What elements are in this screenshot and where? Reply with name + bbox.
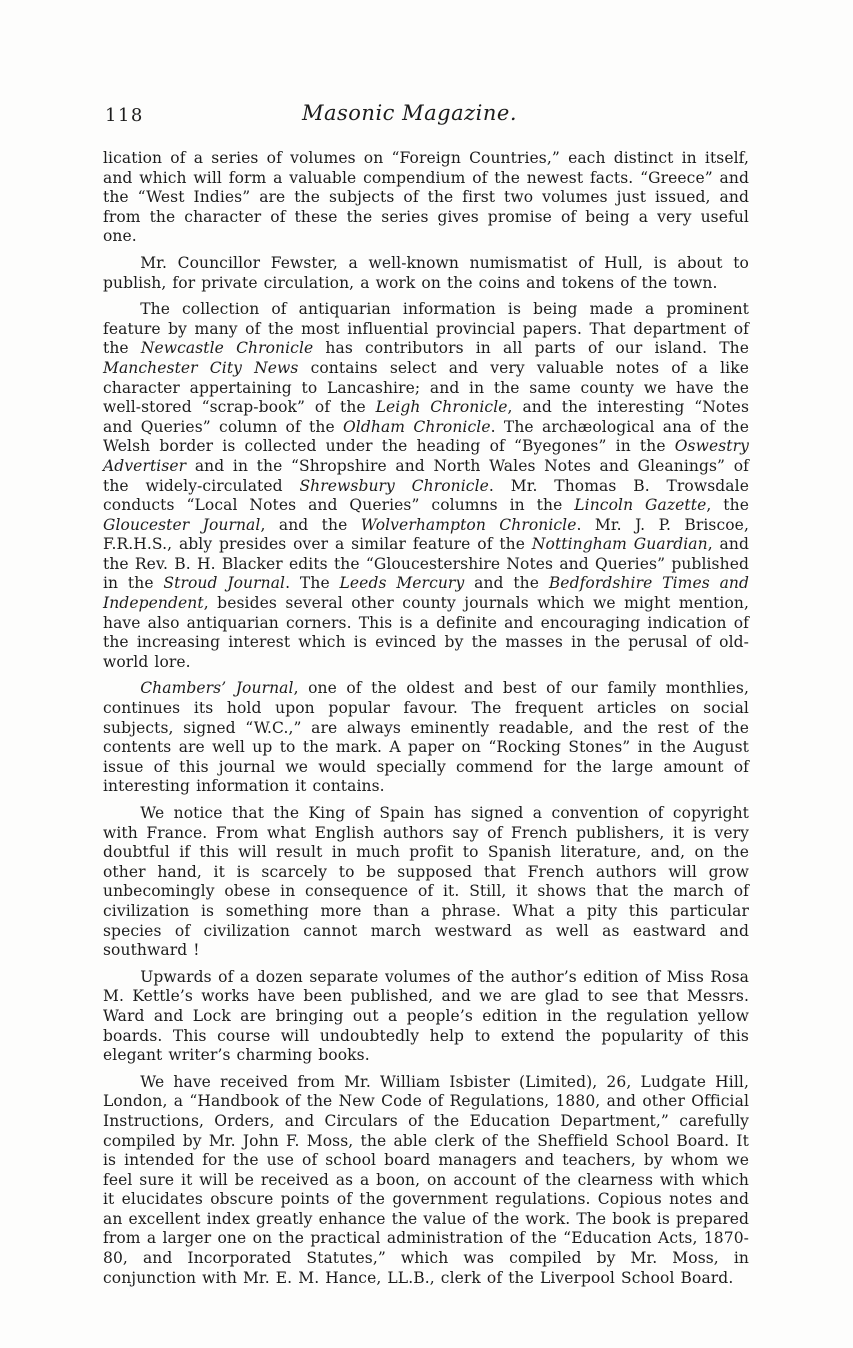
paragraph bbox=[103, 149, 749, 247]
text-run: The collection of antiquarian information is being made a prominent feature by many of the most influential provincial papers. That department of the bbox=[103, 300, 749, 358]
text-run: We notice that the King of Spain has signed a convention of copyright with France. From what English authors say of French publishers, it is very doubtful if this will result in much profit to Spanish literature, and, on the other hand, it is scarcely to be supposed that French authors will grow unbecomingly obese in consequence of it. Still, it shows that the march of civilization is something more than a phrase. What a pity this particular species of civilization cannot march westward as well as eastward and southward ! bbox=[103, 804, 749, 960]
text-run: , and the interesting “Notes and Queries” column of the bbox=[103, 398, 750, 436]
page-number: 118 bbox=[105, 105, 144, 126]
text-run: , and the bbox=[260, 515, 361, 534]
text-run: lication of a series of volumes on “Foreign Countries,” each distinct in itself, and which will form a valuable compendium of the newest facts. “Greece” and the “West Indies” are the subjects of the first two volumes just issued, and from the character of these the series gives promise of being a very useful one. bbox=[103, 149, 749, 246]
publication-name: Newcastle Chronicle bbox=[140, 339, 314, 358]
paragraph bbox=[103, 804, 749, 961]
text-run: , and the Rev. B. H. Blacker edits the “Gloucestershire Notes and Queries” published in the bbox=[103, 535, 750, 593]
text-run: We have received from Mr. William Isbister (Limited), 26, Ludgate Hill, London, a “Handbook of the New Code of Regulations, 1880, and other Official Instructions, Orders, and Circulars of the Education Department,” carefully compiled by Mr. John F. Moss, the able clerk of the Sheffield School Board. It is intended for the use of school board managers and teachers, by whom we feel sure it will be received as a boon, on account of the clearness with which it elucidates obscure points of the government regulations. Copious notes and an excellent index greatly enhance the value of the work. The book is prepared from a larger one on the practical administration of the “Education Acts, 1870-80, and Incorporated Statutes,” which was compiled by Mr. Moss, in conjunction with Mr. E. M. Hance, LL.B., clerk of the Liverpool School Board. bbox=[103, 1072, 749, 1287]
publication-name: Manchester City News bbox=[103, 358, 299, 377]
text-run: . Mr. Thomas B. Trowsdale conducts “Local Notes and Queries” columns in the bbox=[103, 476, 749, 515]
publication-name: Shrewsbury Chronicle bbox=[299, 476, 489, 495]
text-run: . Mr. J. P. Briscoe, F.R.H.S., ably presides over a similar feature of the bbox=[103, 515, 749, 554]
text-run: has contributors in all parts of our island. The bbox=[313, 339, 750, 358]
text-run: Upwards of a dozen separate volumes of the author’s edition of Miss Rosa M. Kettle’s works have been published, and we are glad to see that Messrs. Ward and Lock are bringing out a people’s edition in the regulation yellow boards. This course will undoubtedly help to extend the popularity of this elegant writer’s charming books. bbox=[103, 967, 749, 1065]
text-run: and in the “Shropshire and North Wales Notes and Gleanings” of the widely-circulated bbox=[103, 456, 749, 495]
publication-name: Nottingham Guardian bbox=[531, 535, 708, 554]
publication-name: Bedfordshire Times and Independent bbox=[103, 574, 750, 613]
publication-name: Leigh Chronicle bbox=[375, 398, 508, 417]
publication-name: Oswestry Advertiser bbox=[103, 437, 749, 475]
paragraph bbox=[103, 300, 749, 672]
publication-name: Wolverhampton Chronicle bbox=[360, 515, 577, 534]
paragraph bbox=[103, 1073, 749, 1289]
page-body bbox=[103, 149, 749, 1295]
text-run: and the bbox=[464, 574, 549, 593]
text-run: . The bbox=[285, 574, 340, 593]
publication-name: Leeds Mercury bbox=[339, 574, 465, 593]
page-title: Masonic Magazine. bbox=[301, 101, 517, 125]
page-header bbox=[103, 101, 746, 131]
text-run: . The archæological ana of the Welsh border is collected under the heading of “Byegones” in the bbox=[103, 417, 749, 456]
text-run: , one of the oldest and best of our family monthlies, continues its hold upon popular favour. The frequent articles on social subjects, signed “W.C.,” are always eminently readable, and the rest of the contents are well up to the mark. A paper on “Rocking Stones” in the August issue of this journal we would specially commend for the large amount of interesting information it contains. bbox=[103, 679, 749, 796]
publication-name: Gloucester Journal bbox=[103, 515, 261, 534]
text-run: , the bbox=[706, 496, 749, 515]
publication-name: Lincoln Gazette bbox=[574, 496, 707, 515]
publication-name: Chambers’ Journal bbox=[140, 679, 294, 698]
paragraph bbox=[103, 254, 749, 293]
text-run: Mr. Councillor Fewster, a well-known numismatist of Hull, is about to publish, for private circulation, a work on the coins and tokens of the town. bbox=[103, 253, 749, 292]
publication-name: Oldham Chronicle bbox=[343, 417, 491, 436]
text-run: , besides several other county journals which we might mention, have also antiquarian corners. This is a definite and encouraging indication of the increasing interest which is evinced by the masses in the perusal of old-world lore. bbox=[103, 594, 749, 671]
paragraph bbox=[103, 679, 749, 797]
paragraph bbox=[103, 968, 749, 1066]
text-run: contains select and very valuable notes of a like character appertaining to Lancashire; and in the same county we have the well-stored “scrap-book” of the bbox=[103, 358, 749, 417]
publication-name: Stroud Journal bbox=[163, 574, 286, 593]
